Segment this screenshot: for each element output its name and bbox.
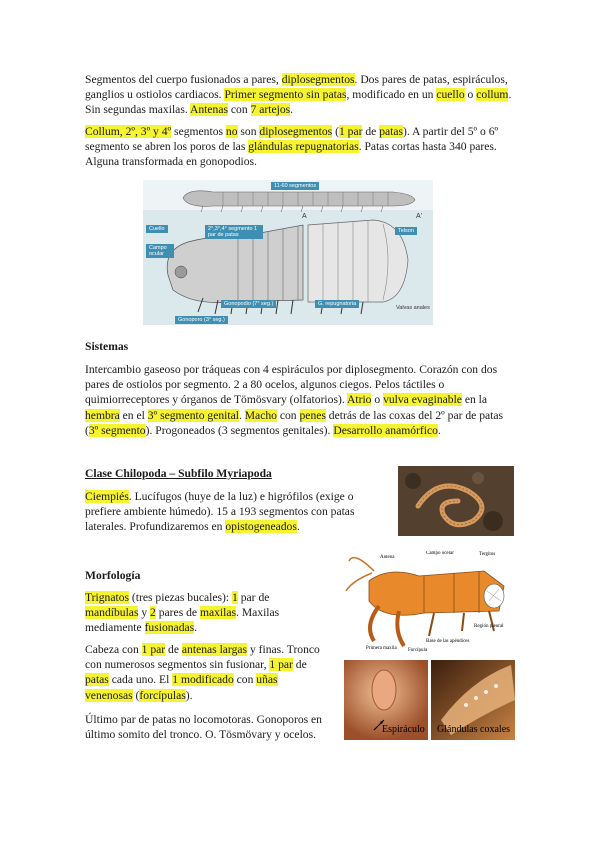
highlighted-text: diplosegmentos bbox=[281, 73, 355, 86]
label-ocular-field: Campo ocular bbox=[146, 244, 174, 258]
highlighted-text: Ciempiés bbox=[85, 490, 129, 503]
label-telson: Telson bbox=[395, 227, 417, 235]
highlighted-text: cuello bbox=[436, 88, 465, 102]
text-run: ( bbox=[132, 688, 140, 702]
text-run: de bbox=[362, 125, 380, 138]
text-run: . Sin segundas maxilas. bbox=[85, 88, 512, 117]
text-run: , modificado en un bbox=[346, 88, 437, 102]
label-gonopore: Gonoporo (3° seg.) bbox=[175, 316, 228, 324]
highlighted-text: 2 bbox=[150, 606, 156, 620]
caption-espiraculo: Espiráculo bbox=[382, 724, 425, 735]
text-run: ). bbox=[185, 688, 193, 702]
label-tergitos: Tergitos bbox=[479, 552, 496, 557]
centipede-photo bbox=[398, 466, 514, 536]
paragraph-cabeza bbox=[85, 642, 325, 703]
highlighted-text: 7 artejos bbox=[250, 103, 291, 117]
text-run: con bbox=[227, 103, 251, 117]
highlighted-text: uñas venenosas bbox=[85, 673, 278, 702]
diplopoda-illustration bbox=[143, 180, 433, 325]
label-a-prime: A' bbox=[416, 213, 423, 220]
highlighted-text: no bbox=[225, 125, 238, 138]
highlighted-text: Collum, 2º, 3º y 4º bbox=[85, 125, 172, 138]
highlighted-text: hembra bbox=[85, 408, 120, 422]
label-neck: Cuello bbox=[146, 225, 168, 233]
text-run: en el bbox=[119, 408, 148, 422]
highlighted-text: mandíbulas bbox=[85, 606, 139, 620]
highlighted-text: 1 bbox=[232, 591, 238, 604]
label-region-pleural: Región pleural bbox=[474, 624, 504, 629]
text-run: y bbox=[138, 606, 151, 620]
text-run: con bbox=[233, 673, 257, 687]
highlighted-text: 1 par bbox=[269, 658, 293, 672]
highlighted-text: Atrio bbox=[346, 393, 372, 407]
text-run: . Maxilas mediamente bbox=[85, 606, 280, 635]
highlighted-text: opistogeneados bbox=[225, 520, 297, 534]
label-seg234: 2°,3°,4° segmento 1 par de patas bbox=[205, 225, 263, 239]
paragraph-ciempies bbox=[85, 489, 375, 535]
text-run: ( bbox=[332, 125, 339, 138]
highlighted-text: patas bbox=[85, 673, 109, 687]
text-run: segmentos bbox=[171, 125, 226, 138]
highlighted-text: 1 par bbox=[338, 125, 363, 138]
text-run: son bbox=[237, 125, 260, 138]
text-run: pares de bbox=[155, 606, 200, 620]
label-forcipula: Forcípula bbox=[408, 648, 428, 653]
label-gonopod: Gonopodio (7° seg.) bbox=[221, 300, 276, 308]
highlighted-text: 3º segmento genital bbox=[147, 408, 239, 422]
caption-glandulas-coxales: Glándulas coxales bbox=[437, 724, 511, 735]
highlighted-text: Antenas bbox=[189, 103, 228, 117]
highlighted-text: 3º segmento bbox=[88, 423, 146, 437]
label-anal-valves: Valvas anales bbox=[396, 305, 430, 311]
diplopoda-diagram bbox=[143, 180, 433, 325]
highlighted-text: patas bbox=[379, 125, 404, 138]
paragraph-collum bbox=[85, 124, 515, 170]
text-run: . bbox=[296, 520, 300, 534]
highlighted-text: Desarrollo anamórfico bbox=[333, 423, 438, 437]
heading-sistemas: Sistemas bbox=[85, 340, 129, 353]
highlighted-text: vulva evaginable bbox=[383, 393, 462, 407]
centipede-photo-image bbox=[398, 466, 514, 536]
label-repugnatoria: G. repugnatoria bbox=[315, 300, 359, 308]
chilopod-head-diagram bbox=[344, 551, 514, 656]
paragraph-ultimo-par: Último par de patas no locomotoras. Gonoporos en último somito del tronco. O. Tösmövary y ocelos. bbox=[85, 713, 322, 742]
highlighted-text: diplosegmentos bbox=[259, 125, 333, 138]
text-run: y finas. Tronco con numerosos segmentos sin fusionar, bbox=[85, 643, 320, 672]
text-run: . bbox=[194, 621, 198, 635]
label-antena: Antena bbox=[380, 555, 395, 560]
text-run: ). Progoneados (3 segmentos genitales). bbox=[145, 423, 334, 437]
highlighted-text: maxilas bbox=[199, 606, 237, 620]
highlighted-text: forcípulas bbox=[139, 688, 186, 702]
text-run: par de bbox=[237, 591, 270, 604]
highlighted-text: 1 par bbox=[141, 643, 166, 656]
highlighted-text: fusionadas bbox=[144, 621, 195, 635]
paragraph-sistemas bbox=[85, 362, 515, 438]
label-primera-maxila: Primera maxila bbox=[366, 646, 397, 651]
highlighted-text: penes bbox=[299, 408, 326, 422]
text-run: Cabeza con bbox=[85, 643, 142, 656]
highlighted-text: Macho bbox=[244, 408, 277, 422]
highlighted-text: glándulas repugnatorias bbox=[248, 140, 359, 154]
label-a: A bbox=[302, 213, 307, 220]
text-run: . Patas cortas hasta 340 pares. Alguna transformada en gonopodios. bbox=[85, 140, 497, 169]
highlighted-text: antenas largas bbox=[181, 643, 248, 656]
paragraph-trignatos bbox=[85, 590, 325, 636]
text-run: cada uno. El bbox=[108, 673, 173, 687]
highlighted-text: 1 modificado bbox=[172, 673, 234, 687]
heading-morfologia: Morfología bbox=[85, 569, 141, 582]
text-run: Segmentos del cuerpo fusionados a pares, bbox=[85, 73, 282, 86]
text-run: de bbox=[292, 658, 307, 672]
text-run: ). A partir del 5º o 6º segmento se abren los poros de las bbox=[85, 125, 499, 154]
highlighted-text: Primer segmento sin patas bbox=[224, 88, 347, 102]
label-segments: 11-60 segmentos bbox=[271, 182, 319, 190]
text-run: . bbox=[437, 423, 441, 437]
text-run: detrás de las coxas del 2º par de patas ( bbox=[85, 408, 504, 437]
text-run: . bbox=[290, 103, 294, 117]
heading-chilopoda: Clase Chilopoda – Subfilo Myriapoda bbox=[85, 467, 272, 480]
text-run: (tres piezas bucales): bbox=[129, 591, 233, 604]
paragraph-diplosegmentos bbox=[85, 72, 515, 118]
text-run: . bbox=[238, 408, 245, 422]
text-run: o bbox=[371, 393, 384, 407]
text-run: con bbox=[276, 408, 300, 422]
highlighted-text: Trignatos bbox=[85, 591, 130, 604]
text-run: . Lucífugos (huye de la luz) e higrófilos (exige o prefiere ambiente húmedo). 15 a 193 segmentos con patas laterales. Profundizaremos en bbox=[85, 490, 355, 534]
text-run: en la bbox=[461, 393, 488, 407]
text-run: de bbox=[165, 643, 182, 656]
label-campo-ocelar: Campo ocelar bbox=[426, 551, 454, 556]
label-base-apendices: Base de las apéndices bbox=[426, 639, 470, 644]
highlighted-text: collum bbox=[476, 88, 509, 102]
text-run: o bbox=[464, 88, 477, 102]
text-run: . Dos pares de patas, espiráculos, ganglios u ostiolos cardiacos. bbox=[85, 73, 508, 102]
text-run: Intercambio gaseoso por tráqueas con 4 espiráculos por diplosegmento. Corazón con dos pares de ostiolos por segmento. 2 a 80 ocelos, algunos ciegos. Pelos táctiles o quimiorreceptores y órganos de Tömösvary (olfatorios). bbox=[85, 363, 498, 407]
